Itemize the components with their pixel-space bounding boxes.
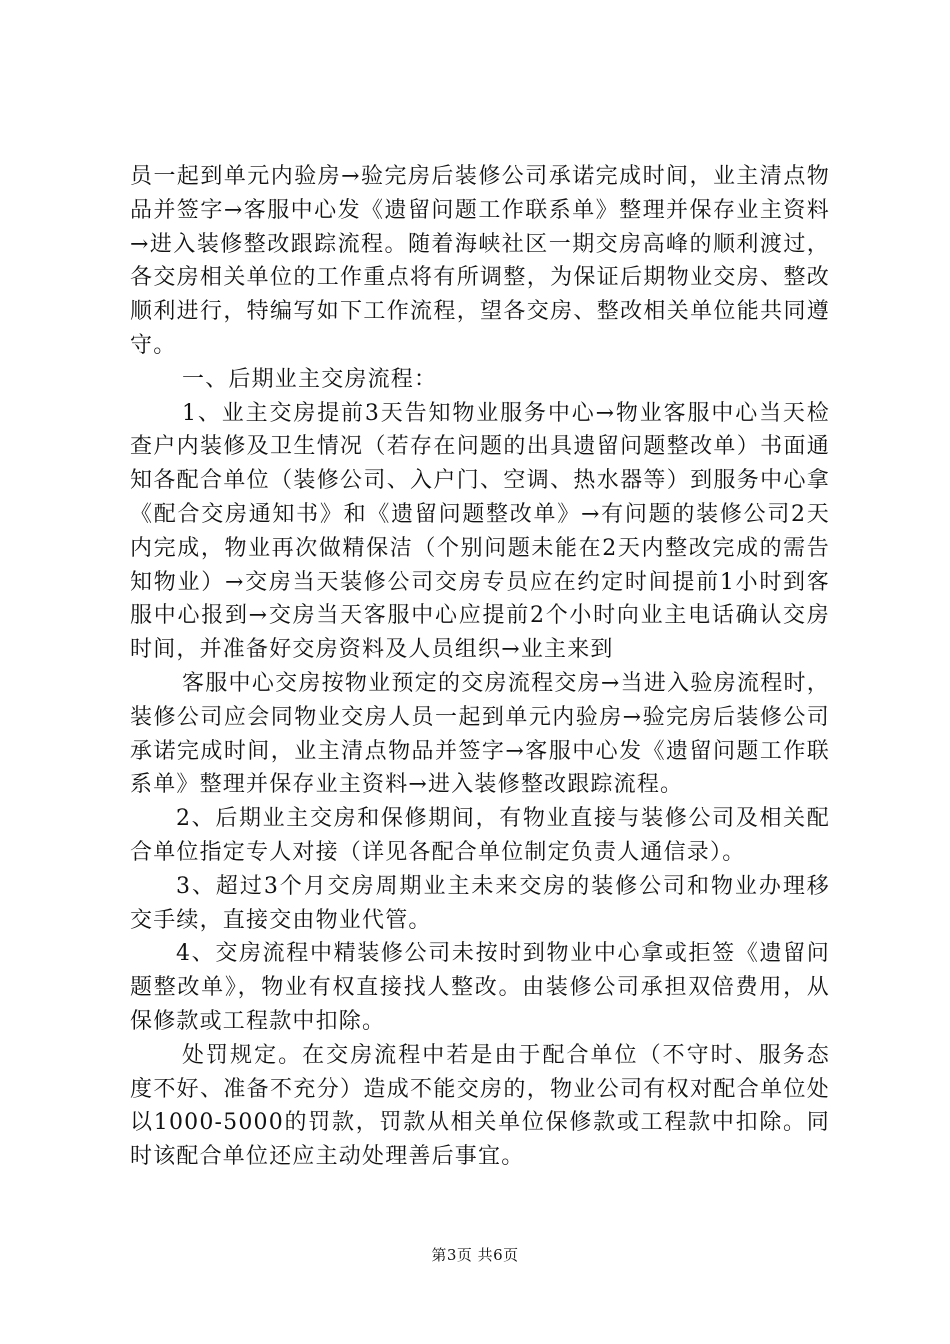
paragraph-continuation: 员一起到单元内验房→验完房后装修公司承诺完成时间，业主清点物品并签字→客服中心发《遗留问题工作联系单》整理并保存业主资料→进入装修整改跟踪流程。随着海峡社区一期交房高峰的顺利渡过，各交房相关单位的工作重点将有所调整，为保证后期物业交房、整改顺利进行，特编写如下工作流程，望各交房、整改相关单位能共同遵守。 (130, 164, 830, 358)
section-heading: 一、后期业主交房流程： (182, 366, 438, 392)
document-body (130, 160, 830, 1174)
page-number-footer: 第3页 共6页 (431, 1246, 519, 1264)
paragraph-item-4: 4、交房流程中精装修公司未按时到物业中心拿或拒签《遗留问题整改单》，物业有权直接找人整改。由装修公司承担双倍费用，从保修款或工程款中扣除。 (130, 941, 830, 1034)
paragraph-item-3: 3、超过3个月交房周期业主未来交房的装修公司和物业办理移交手续，直接交由物业代管。 (130, 873, 830, 933)
paragraph-item-1: 1、业主交房提前3天告知物业服务中心→物业客服中心当天检查户内装修及卫生情况（若存在问题的出具遗留问题整改单）书面通知各配合单位（装修公司、入户门、空调、热水器等）到服务中心拿《配合交房通知书》和《遗留问题整改单》→有问题的装修公司2天内完成，物业再次做精保洁（个别问题未能在2天内整改完成的需告知物业）→交房当天装修公司交房专员应在约定时间提前1小时到客服中心报到→交房当天客服中心应提前2个小时向业主电话确认交房时间，并准备好交房资料及人员组织→业主来到 (130, 400, 830, 663)
paragraph-item-1-continued: 客服中心交房按物业预定的交房流程交房→当进入验房流程时，装修公司应会同物业交房人员一起到单元内验房→验完房后装修公司承诺完成时间，业主清点物品并签字→客服中心发《遗留问题工作联系单》整理并保存业主资料→进入装修整改跟踪流程。 (130, 670, 830, 798)
paragraph-penalty-rules: 处罚规定。在交房流程中若是由于配合单位（不守时、服务态度不好、准备不充分）造成不能交房的，物业公司有权对配合单位处以1000-5000的罚款，罚款从相关单位保修款或工程款中扣除。同时该配合单位还应主动处理善后事宜。 (130, 1042, 830, 1170)
paragraph-item-2: 2、后期业主交房和保修期间，有物业直接与装修公司及相关配合单位指定专人对接（详见各配合单位制定负责人通信录）。 (130, 806, 830, 865)
